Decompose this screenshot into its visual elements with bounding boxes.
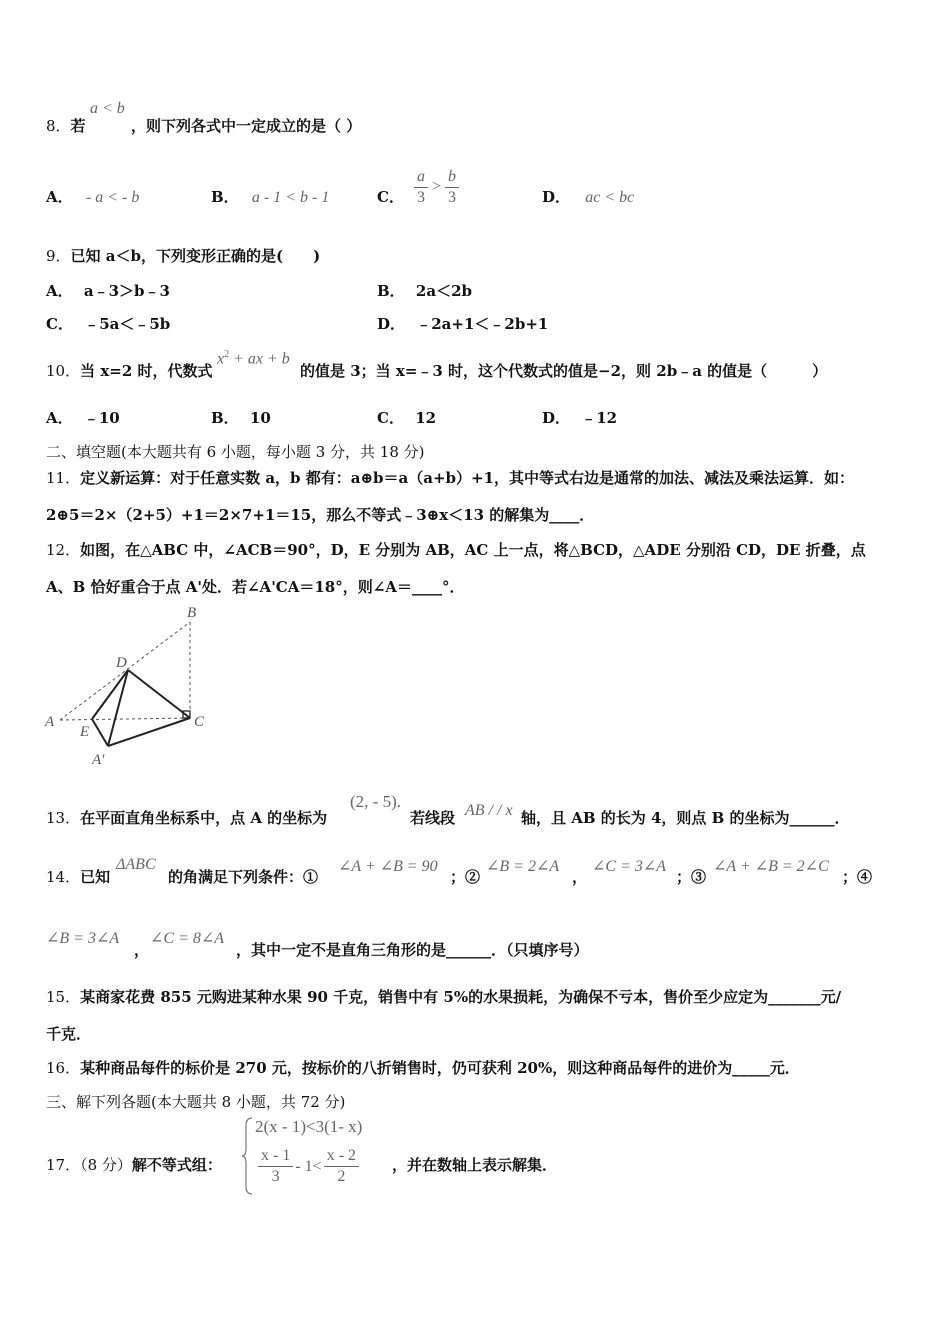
q14-cond-2a: ∠B = 2∠A (486, 858, 560, 875)
q14-cond-1: ∠A + ∠B = 90 (338, 858, 438, 875)
q17-frac-1 (258, 1146, 293, 1187)
q10-option-c[interactable] (377, 408, 436, 428)
q14-t4: ；④ (842, 868, 873, 886)
q12-line-2: A、B 恰好重合于点 A'处．若∠A'CA＝18°，则∠A＝____°． (46, 578, 465, 596)
q8-option-a-label: A． (46, 188, 73, 206)
q10-expression (217, 349, 290, 368)
q10-option-a-text: ﹣10 (83, 409, 120, 427)
q15-line-2: 千克． (46, 1025, 92, 1043)
q10-expr-sup: 2 (224, 349, 230, 360)
q14-cond-3: ∠A + ∠B = 2∠C (713, 858, 829, 875)
q11-line-1-text: 定义新运算：对于任意实数 a，b 都有：a⊕b＝a（a+b）+1，其中等式右边是通常的加法、减法及乘法运算．如： (80, 469, 855, 487)
figure-label-A-prime: A' (92, 752, 105, 768)
figure-label-A: A (45, 714, 55, 730)
q16-number: 16． (46, 1059, 81, 1077)
q9-option-a[interactable] (46, 281, 170, 301)
q17-frac-1-num: x - 1 (258, 1146, 293, 1167)
q9-option-a-label: A． (46, 282, 73, 300)
q14-t1: 的角满足下列条件：① (168, 868, 319, 886)
q13-number: 13． (46, 809, 81, 827)
q12-line-1 (46, 540, 866, 560)
figure-line-AB (60, 622, 190, 720)
q14-cond-4b: ∠C = 8∠A (150, 930, 225, 947)
q8-number: 8． (46, 117, 71, 135)
q14-cond-4a: ∠B = 3∠A (46, 930, 120, 947)
q9-option-d[interactable] (377, 314, 548, 334)
q8-post: ，则下列各式中一定成立的是（ ） (131, 117, 362, 135)
q11-line-2: 2⊕5＝2×（2+5）+1＝2×7+1＝15，那么不等式﹣3⊕x＜13 的解集为____． (46, 506, 595, 524)
q9-option-b[interactable] (377, 281, 472, 301)
q12-number: 12． (46, 541, 81, 559)
q17-frac-2-den: 2 (337, 1168, 346, 1185)
q14-sep-1: ， (572, 868, 588, 886)
q14-pre: 已知 (80, 868, 111, 886)
q8-option-b[interactable] (211, 187, 329, 208)
q17-frac-1-den: 3 (271, 1168, 280, 1185)
q9-option-b-text: 2a＜2b (415, 282, 473, 300)
q15-line-1 (46, 987, 841, 1007)
figure-line-DA2 (108, 670, 128, 746)
q12-figure (40, 600, 230, 772)
q9-option-c-label: C． (46, 315, 73, 333)
q10-expr-base: x (217, 350, 225, 368)
section-3-heading: 三、解下列各题(本大题共 8 小题，共 72 分) (46, 1093, 346, 1111)
q17-post: ，并在数轴上表示解集． (392, 1156, 558, 1174)
figure-label-B: B (187, 605, 197, 621)
q13-pre: 在平面直角坐标系中，点 A 的坐标为 (80, 809, 328, 827)
q8-frac1-den: 3 (416, 188, 425, 206)
q9-option-a-text: a﹣3＞b﹣3 (83, 282, 170, 300)
q11-line-1 (46, 468, 854, 488)
q12-line-1-text: 如图，在△ABC 中，∠ACB＝90°，D，E 分别为 AB，AC 上一点，将△BCD，△ADE 分别沿 CD，DE 折叠，点 (80, 541, 866, 559)
q10-option-d[interactable] (542, 408, 617, 428)
q10-option-a-label: A． (46, 409, 73, 427)
q8-option-b-label: B． (211, 188, 239, 206)
q8-option-c-label: C． (377, 188, 404, 206)
q17-frac-2 (324, 1146, 359, 1187)
figure-line-DC (128, 670, 190, 718)
q10-option-b-label: B． (211, 409, 239, 427)
q10-option-c-text: 12 (415, 409, 437, 427)
q14-stem (46, 867, 110, 887)
q8-option-a-expr: - a < - b (85, 189, 140, 206)
q9-stem (46, 246, 320, 266)
q8-frac2-den: 3 (447, 188, 456, 206)
q8-option-c-frac2 (445, 167, 459, 208)
q9-number: 9． (46, 247, 71, 265)
q8-option-d-label: D． (542, 188, 571, 206)
q14-sep-2: ， (134, 941, 150, 959)
q17-number: 17． (46, 1156, 81, 1174)
q14-post: ，其中一定不是直角三角形的是______．（只填序号） (236, 941, 589, 959)
q17-brace (242, 1116, 254, 1196)
q8-option-c-frac1 (414, 167, 428, 208)
q13-coordinate: (2, - 5). (350, 792, 401, 811)
q14-t3: ；③ (676, 868, 707, 886)
q8-option-a[interactable] (46, 187, 139, 208)
figure-label-D: D (116, 655, 127, 671)
q10-pre: 当 x=2 时，代数式 (80, 362, 213, 380)
q17-inequality-1: 2(x - 1)<3(1- x) (255, 1117, 363, 1136)
q10-option-b-text: 10 (249, 409, 271, 427)
q10-post: 的值是 3；当 x=﹣3 时，这个代数式的值是−2，则 2b﹣a 的值是（ ） (300, 362, 828, 380)
q11-number: 11． (46, 469, 81, 487)
q8-option-d-expr: ac < bc (585, 189, 635, 206)
q16-stem (46, 1058, 800, 1078)
figure-line-DE (92, 670, 128, 719)
q10-option-d-label: D． (542, 409, 571, 427)
q10-option-a[interactable] (46, 408, 120, 428)
q14-triangle: ΔABC (116, 856, 156, 873)
q13-segment: AB / / x (465, 802, 513, 819)
q10-stem (46, 361, 213, 381)
q9-option-b-label: B． (377, 282, 405, 300)
q14-cond-2b: ∠C = 3∠A (592, 858, 667, 875)
figure-line-EA2 (92, 719, 108, 746)
q8-frac2-num: b (445, 167, 459, 188)
q10-option-c-label: C． (377, 409, 404, 427)
q9-option-d-text: ﹣2a+1＜﹣2b+1 (416, 315, 549, 333)
q17-pre: 解不等式组： (131, 1156, 222, 1174)
q9-option-c-text: ﹣5a＜﹣5b (84, 315, 171, 333)
figure-label-E: E (80, 724, 90, 740)
figure-label-C: C (194, 714, 205, 730)
q17-score: （8 分） (80, 1156, 132, 1174)
q8-frac1-num: a (414, 167, 428, 188)
q8-option-c-rel: > (431, 178, 441, 195)
q15-line-1-text: 某商家花费 855 元购进某种水果 90 千克，销售中有 5%的水果损耗，为确保不亏本，售价至少应定为_______元/ (80, 988, 842, 1006)
q17-stem (46, 1155, 222, 1175)
q10-option-d-text: ﹣12 (581, 409, 618, 427)
q8-pre: 若 (70, 117, 86, 135)
q17-inequality-2 (258, 1146, 359, 1187)
q13-stem (46, 808, 327, 828)
q10-option-b[interactable] (211, 408, 271, 428)
q17-frac-2-num: x - 2 (324, 1146, 359, 1167)
q14-t2: ；② (450, 868, 481, 886)
q8-option-b-expr: a - 1 < b - 1 (251, 189, 330, 206)
q10-expr-rest: + ax + b (233, 350, 290, 368)
q13-post: 轴，且 AB 的长为 4，则点 B 的坐标为______． (521, 809, 850, 827)
figure-line-AC (60, 718, 190, 720)
q9-option-c[interactable] (46, 314, 170, 334)
q8-condition: a < b (90, 100, 125, 117)
q8-option-d[interactable] (542, 187, 634, 208)
q13-mid: 若线段 (410, 809, 456, 827)
section-2-heading: 二、填空题(本大题共有 6 小题，每小题 3 分，共 18 分) (46, 443, 425, 461)
q9-option-d-label: D． (377, 315, 406, 333)
q14-number: 14． (46, 868, 81, 886)
q9-text: 已知 a＜b，下列变形正确的是( ) (70, 247, 321, 265)
q17-mid: - 1< (295, 1157, 322, 1175)
figure-line-A2C (108, 718, 190, 746)
q8-stem (46, 116, 86, 136)
q10-number: 10． (46, 362, 81, 380)
q8-option-c[interactable] (377, 162, 459, 212)
q15-number: 15． (46, 988, 81, 1006)
q16-text: 某种商品每件的标价是 270 元，按标价的八折销售时，仍可获利 20%，则这种商品每件的进价为_____元． (80, 1059, 800, 1077)
